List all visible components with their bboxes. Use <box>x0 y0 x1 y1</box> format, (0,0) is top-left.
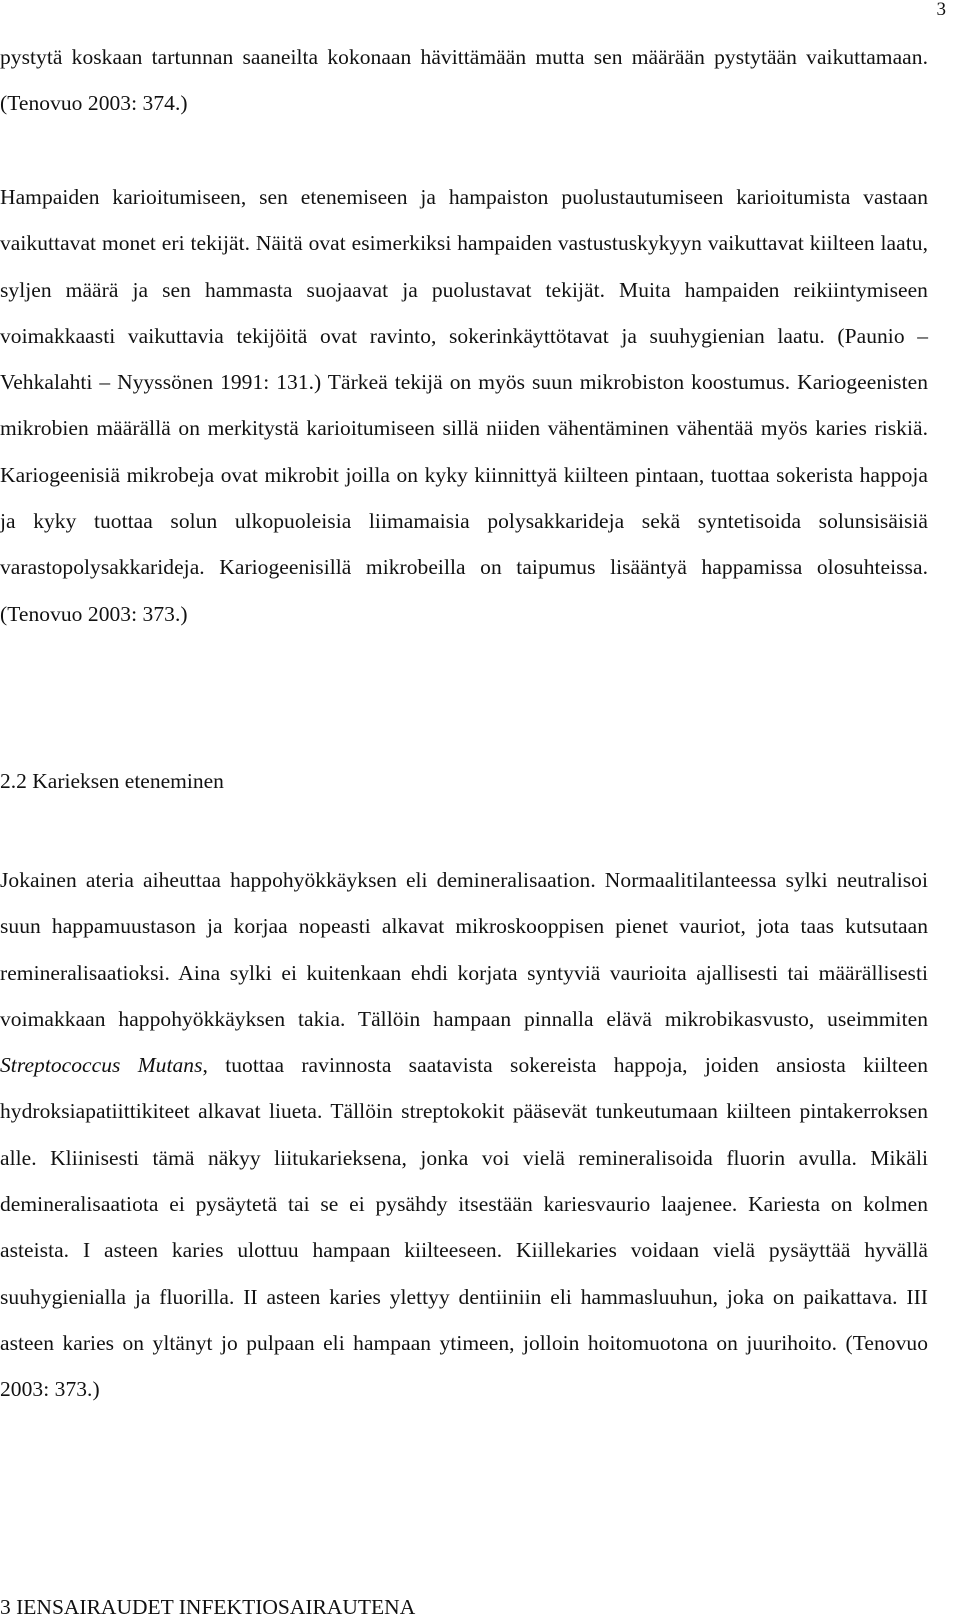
paragraph-caries-factors: Hampaiden karioitumiseen, sen etenemiseen ja hampaiston puolustautumiseen karioitumista vastaan vaikuttavat monet eri tekijät. Näitä ovat esimerkiksi hampaiden vastustuskykyyn vaikuttavat kiilteen laatu, syljen määrä ja sen hammasta suojaavat ja puolustavat tekijät. Muita hampaiden reikiintymiseen voimakkaasti vaikuttavia tekijöitä ovat ravinto, sokerinkäyttötavat ja suuhygienian laatu. (Paunio – Vehkalahti – Nyyssönen 1991: 131.) Tärkeä tekijä on myös suun mikrobiston koostumus. Kariogeenisten mikrobien määrällä on merkitystä karioitumiseen sillä niiden vähentäminen vähentää myös karies riskiä. Kariogeenisiä mikrobeja ovat mikrobit joilla on kyky kiinnittyä kiilteen pintaan, tuottaa sokerista happoja ja kyky tuottaa solun ulkopuoleisia liimamaisia polysakkarideja sekä syntetisoida solunsisäisiä varastopolysakkarideja. Kariogeenisillä mikrobeilla on taipumus lisääntyä happamissa olosuhteissa. (Tenovuo 2003: 373.) <box>0 185 928 626</box>
paragraph-caries-progression <box>0 857 928 1413</box>
paragraph-text-part-1: Jokainen ateria aiheuttaa happohyökkäyksen eli demineralisaation. Normaalitilanteessa sylki neutralisoi suun happamuustason ja korjaa nopeasti alkavat mikroskooppisen pienet vauriot, jota taas kutsutaan remineralisaatioksi. Aina sylki ei kuitenkaan ehdi korjata syntyviä vaurioita ajallisesti tai määrällisesti voimakkaan happohyökkäyksen takia. Tällöin hampaan pinnalla elävä mikrobikasvusto, useimmiten <box>0 868 928 1031</box>
section-heading: 2.2 Karieksen eteneminen <box>0 769 224 793</box>
page-number: 3 <box>936 0 946 20</box>
paragraph-text-part-2: , tuottaa ravinnosta saatavista sokereista happoja, joiden ansiosta kiilteen hydroksiapatiittikiteet alkavat liueta. Tällöin streptokokit pääsevät tunkeutumaan kiilteen pintakerroksen alle. Kliinisesti tämä näkyy liitukarieksena, jonka voi vielä remineralisoida fluorin avulla. Mikäli demineralisaatiota ei pysäytetä tai se ei pysähdy itsestään kariesvaurio laajenee. Kariesta on kolmen asteista. I asteen karies ulottuu hampaan kiilteeseen. Kiillekaries voidaan vielä pysäyttää hyvällä suuhygienialla ja fluorilla. II asteen karies ylettyy dentiiniin eli hammasluuhun, joka on paikattava. III asteen karies on yltänyt jo pulpaan eli hampaan ytimeen, jolloin hoitomuotona on juurihoito. (Tenovuo 2003: 373.) <box>0 1053 928 1402</box>
chapter-heading: 3 IENSAIRAUDET INFEKTIOSAIRAUTENA <box>0 1595 416 1619</box>
paragraph-continuation: pystytä koskaan tartunnan saaneilta kokonaan hävittämään mutta sen määrään pystytään vaikuttamaan. (Tenovuo 2003: 374.) <box>0 45 928 116</box>
species-name-italic: Streptococcus Mutans <box>0 1053 203 1078</box>
